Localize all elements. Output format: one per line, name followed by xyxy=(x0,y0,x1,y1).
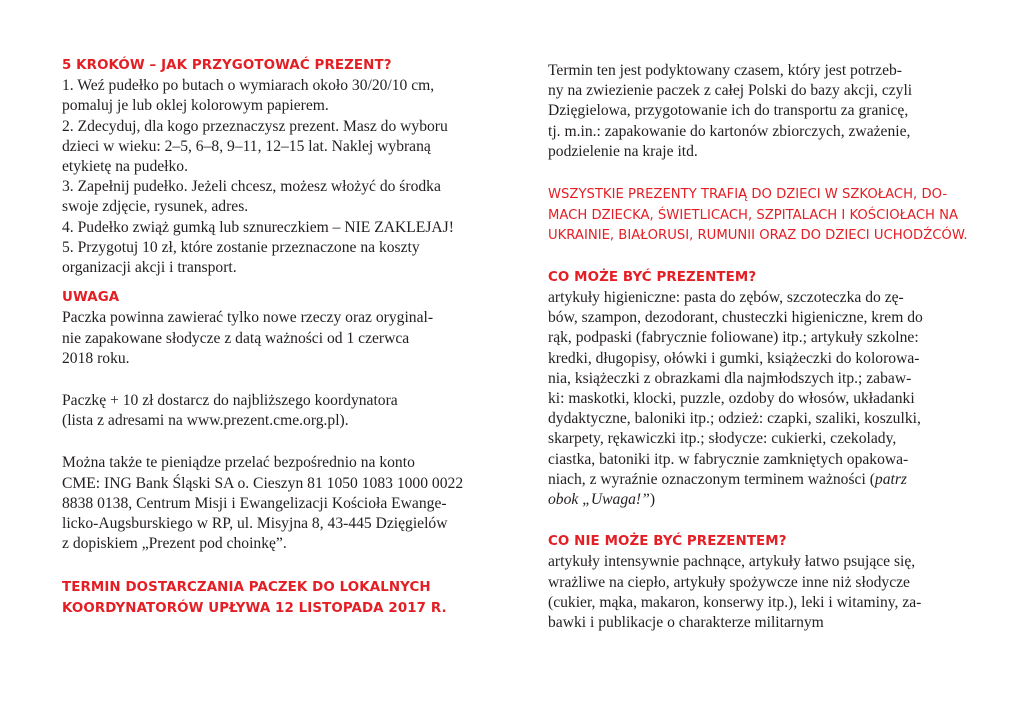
text-line: swoje zdjęcie, rysunek, adres. xyxy=(62,198,249,216)
text-line: bów, szampon, dezodorant, chusteczki higieniczne, krem do xyxy=(548,309,923,327)
text-line: nie zapakowane słodycze z datą ważności od 1 czerwca xyxy=(62,329,410,347)
right-column xyxy=(548,61,968,633)
text-line: ny na zwiezienie paczek z całej Polski do bazy akcji, czyli xyxy=(548,82,913,100)
text-line: licko-Augsburskiego w RP, ul. Misyjna 8, 43-445 Dzięgielów xyxy=(62,515,448,533)
uwaga-heading: UWAGA xyxy=(62,290,120,306)
steps-text xyxy=(62,76,482,278)
text-fragment: ) xyxy=(649,491,656,509)
deadline-notice xyxy=(62,578,482,618)
transfer-text xyxy=(62,453,482,554)
text-line: Paczka powinna zawierać tylko nowe rzeczy oraz oryginal- xyxy=(62,309,434,327)
text-line: CME: ING Bank Śląski SA o. Cieszyn 81 1050 1083 1000 0022 xyxy=(62,474,464,492)
text-line: 1. Weź pudełko po butach o wymiarach około 30/20/10 cm, xyxy=(62,77,435,95)
text-line: Termin ten jest podyktowany czasem, który jest potrzeb- xyxy=(548,62,902,79)
text-fragment: niach, z wyraźnie oznaczonym terminem ważności ( xyxy=(548,470,875,488)
text-line: nia, książeczki z obrazkami dla najmłodszych itp.; zabaw- xyxy=(548,369,912,387)
text-line: dydaktyczne, baloniki itp.; odzież: czapki, szaliki, koszulki, xyxy=(548,410,921,428)
italic-fragment: obok „Uwaga!” xyxy=(548,491,650,509)
text-line: bawki i publikacje o charakterze militarnym xyxy=(548,614,824,632)
cannot-be-text xyxy=(548,552,964,633)
text-line: skarpety, rękawiczki itp.; słodycze: cukierki, czekolady, xyxy=(548,430,897,448)
can-be-heading: CO MOŻE BYĆ PREZENTEM? xyxy=(548,269,757,285)
text-line: ki: maskotki, klocki, puzzle, ozdoby do włosów, układanki xyxy=(548,390,915,408)
deadline-line: TERMIN DOSTARCZANIA PACZEK DO LOKALNYCH xyxy=(62,580,431,596)
text-line: pomaluj je lub oklej kolorowym papierem. xyxy=(62,97,329,115)
text-line: 3. Zapełnij pudełko. Jeżeli chcesz, możesz włożyć do środka xyxy=(62,178,441,196)
text-line: podzielenie na kraje itd. xyxy=(548,142,698,160)
deliver-text xyxy=(62,391,482,431)
text-line xyxy=(548,490,964,510)
text-line: 2. Zdecyduj, dla kogo przeznaczysz prezent. Masz do wyboru xyxy=(62,117,448,135)
deadline-line: KOORDYNATORÓW UPŁYWA 12 LISTOPADA 2017 R. xyxy=(62,600,447,616)
text-line: organizacji akcji i transport. xyxy=(62,259,237,277)
text-line: dzieci w wieku: 2–5, 6–8, 9–11, 12–15 lat. Naklej wybraną xyxy=(62,137,431,155)
notice-line: MACH DZIECKA, ŚWIETLICACH, SZPITALACH I KOŚCIOŁACH NA xyxy=(548,207,959,223)
steps-heading: 5 KROKÓW – JAK PRZYGOTOWAĆ PREZENT? xyxy=(62,58,392,73)
text-line: z dopiskiem „Prezent pod choinkę”. xyxy=(62,535,287,553)
text-line: kredki, długopisy, ołówki i gumki, książeczki do kolorowa- xyxy=(548,349,920,367)
notice-line: WSZYSTKIE PREZENTY TRAFIĄ DO DZIECI W SZKOŁACH, DO- xyxy=(548,187,948,203)
text-line: ciastka, batoniki itp. w fabrycznie zamkniętych opakowa- xyxy=(548,450,909,468)
text-line: artykuły higieniczne: pasta do zębów, szczoteczka do zę- xyxy=(548,289,904,306)
text-line: Dzięgielowa, przygotowanie ich do transportu za granicę, xyxy=(548,102,909,120)
can-be-text xyxy=(548,288,964,510)
text-line: etykietę na pudełko. xyxy=(62,158,189,176)
all-gifts-notice xyxy=(548,185,968,247)
text-line: 2018 roku. xyxy=(62,349,130,367)
term-text xyxy=(548,61,964,162)
text-line: 5. Przygotuj 10 zł, które zostanie przeznaczone na koszty xyxy=(62,238,420,256)
italic-fragment: patrz xyxy=(874,470,907,488)
left-column xyxy=(62,56,482,619)
notice-line: UKRAINIE, BIAŁORUSI, RUMUNII ORAZ DO DZIECI UCHODŹCÓW. xyxy=(548,228,968,244)
text-line: 8838 0138, Centrum Misji i Ewangelizacji Kościoła Ewange- xyxy=(62,494,447,512)
text-line: 4. Pudełko zwiąż gumką lub sznureczkiem – NIE ZAKLEJAJ! xyxy=(62,218,454,236)
text-line: tj. m.in.: zapakowanie do kartonów zbiorczych, zważenie, xyxy=(548,122,911,140)
text-line: rąk, podpaski (fabrycznie foliowane) itp.; artykuły szkolne: xyxy=(548,329,919,347)
cannot-be-heading: CO NIE MOŻE BYĆ PREZENTEM? xyxy=(548,534,787,550)
uwaga-text xyxy=(62,308,482,369)
text-line: (cukier, mąka, makaron, konserwy itp.), leki i witaminy, za- xyxy=(548,593,922,611)
text-line: artykuły intensywnie pachnące, artykuły łatwo psujące się, xyxy=(548,553,916,571)
text-line: wrażliwe na ciepło, artykuły spożywcze inne niż słodycze xyxy=(548,573,910,591)
text-line: Można także te pieniądze przelać bezpośrednio na konto xyxy=(62,454,415,472)
text-line: (lista z adresami na www.prezent.cme.org.pl). xyxy=(62,412,349,430)
text-line: Paczkę + 10 zł dostarcz do najbliższego koordynatora xyxy=(62,392,398,410)
text-line xyxy=(548,470,964,490)
